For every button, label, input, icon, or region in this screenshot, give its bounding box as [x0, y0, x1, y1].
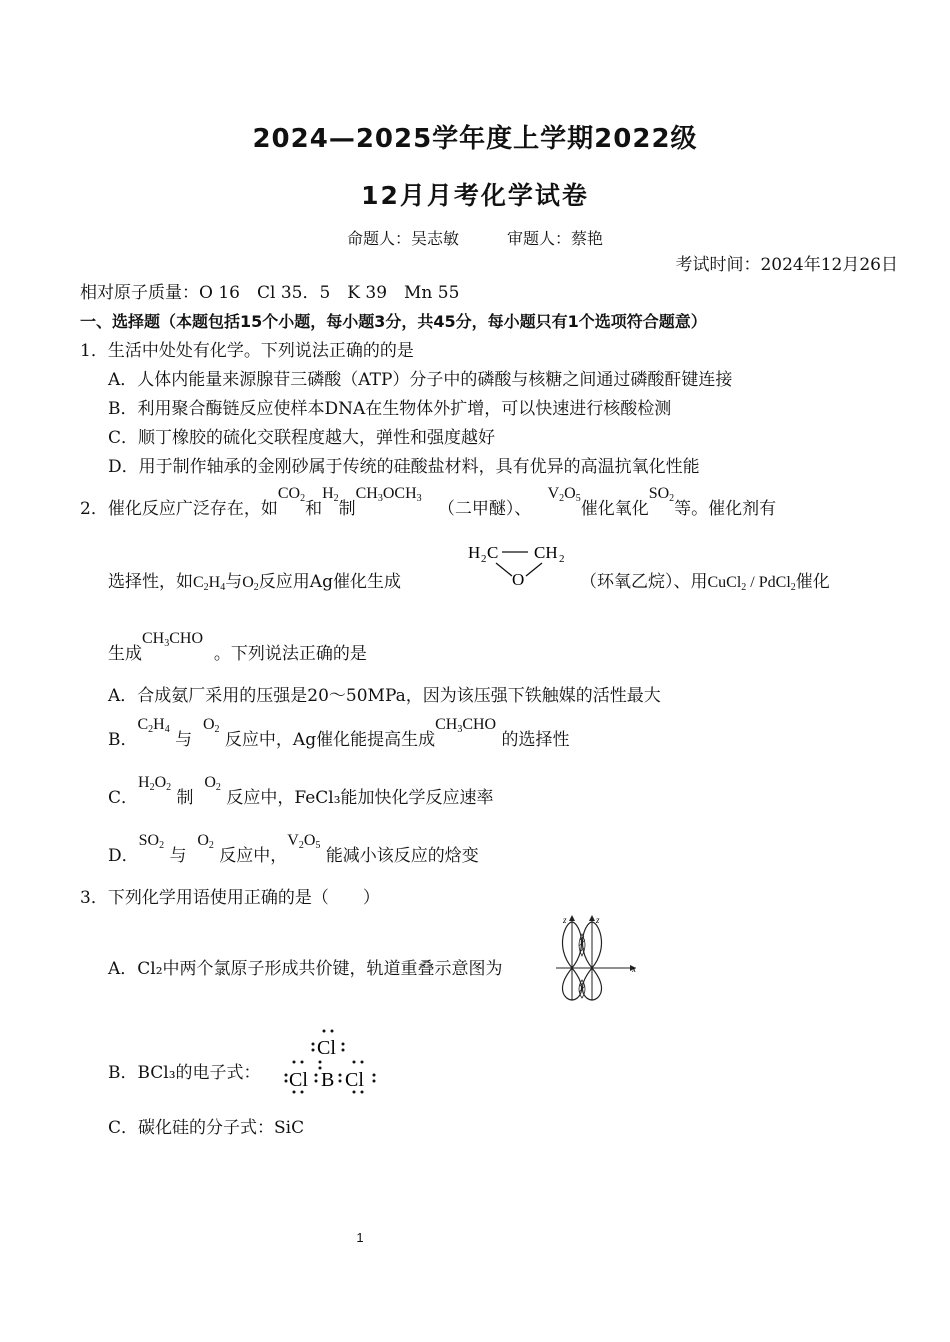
q2-option-b: B．$C_2H_4$ 与 $O_2$ 反应中，Ag催化能提高生成$CH_3CHO$ 的选择性 [108, 716, 570, 750]
author: 命题人：吴志敏 [346, 229, 459, 248]
formula-o2: $O_2$ [197, 832, 214, 851]
svg-text:Cl: Cl [289, 1069, 308, 1091]
svg-text:Cl: Cl [345, 1069, 364, 1091]
formula-o2: $O_2$ [202, 716, 220, 735]
q3-stem: 3．下列化学用语使用正确的是（ ） [80, 888, 380, 908]
q2-stem-line2b: （环氧乙烷）、用CuCl$_2$ / PdCl$_2$催化 [580, 572, 830, 593]
svg-text:H: H [468, 543, 481, 562]
formula-ch3cho: $CH_3CHO$ [435, 716, 497, 735]
svg-text:z: z [596, 915, 600, 925]
svg-text:C: C [487, 543, 499, 562]
formula-co2: $CO_2$ [277, 485, 306, 504]
svg-text:2: 2 [481, 553, 487, 565]
formula-h2: $H_2$ [322, 485, 339, 504]
formula-cucl2-pdcl2: CuCl$_2$ / PdCl$_2$ [707, 574, 796, 593]
formula-v2o5: $V_2O_5$ [547, 485, 581, 504]
svg-text:O: O [512, 570, 525, 589]
q1-option-b: B．利用聚合酶链反应使样本DNA在生物体外扩增，可以快速进行核酸检测 [108, 399, 672, 419]
reviewer: 审题人：蔡艳 [507, 229, 604, 248]
exam-title-line1: 2024—2025学年度上学期2022级 [252, 124, 698, 154]
q3-option-b: B．BCl₃的电子式： [108, 1063, 261, 1083]
exam-title-line2: 12月月考化学试卷 [361, 181, 589, 210]
svg-text:CH: CH [534, 543, 558, 562]
formula-h2o2: $H_2O_2$ [138, 774, 172, 793]
q1-stem: 1．生活中处处有化学。下列说法正确的的是 [80, 341, 414, 361]
atomic-masses: 相对原子质量：O 16 Cl 35．5 K 39 Mn 55 [80, 283, 460, 303]
orbital-overlap-diagram [552, 912, 642, 1002]
formula-c2h4: $C_2H_4$ [137, 716, 170, 735]
formula-o2: $O_2$ [204, 774, 221, 793]
formula-so2: $SO_2$ [648, 485, 675, 504]
svg-text:B: B [321, 1069, 335, 1091]
q2-stem-line1: 2．催化反应广泛存在，如$CO_2$和$H_2$制$CH_3OCH_3$ （二甲醚）、 $V_2O_5$催化氧化$SO_2$等。催化剂有 [80, 485, 777, 519]
q2-option-a: A．合成氨厂采用的压强是20～50MPa，因为该压强下铁触媒的活性最大 [108, 686, 661, 706]
formula-o2: $O_2$ [242, 574, 259, 593]
formula-c2h4: $C_2H_4$ [193, 574, 226, 593]
formula-so2: $SO_2$ [138, 832, 165, 851]
formula-ch3cho: $CH_3CHO$ [142, 630, 204, 649]
q3-option-c: C．碳化硅的分子式：SiC [108, 1118, 305, 1138]
page-number: 1 [356, 1230, 364, 1245]
q1-option-c: C．顺丁橡胶的硫化交联程度越大，弹性和强度越好 [108, 428, 496, 448]
exam-date: 考试时间：2024年12月26日 [675, 255, 898, 275]
q2-option-c: C．$H_2O_2$ 制 $O_2$ 反应中，FeCl₃能加快化学反应速率 [108, 774, 494, 808]
ethylene-oxide-structure [462, 536, 580, 594]
authors-line [0, 226, 950, 249]
svg-text:Cl: Cl [317, 1037, 336, 1059]
svg-text:x: x [632, 964, 636, 974]
svg-text:z: z [563, 915, 567, 925]
formula-v2o5: $V_2O_5$ [287, 832, 321, 851]
bcl3-electron-dot-structure [280, 1024, 386, 1096]
q1-option-d: D．用于制作轴承的金刚砂属于传统的硅酸盐材料，具有优异的高温抗氧化性能 [108, 457, 700, 477]
section-heading: 一、选择题（本题包括15个小题，每小题3分，共45分，每小题只有1个选项符合题意） [80, 312, 707, 331]
q2-stem-line2a: 选择性，如$C_2H_4$与$O_2$反应用Ag催化生成 [108, 572, 401, 593]
svg-text:2: 2 [559, 553, 565, 565]
q3-option-a: A．Cl₂中两个氯原子形成共价键，轨道重叠示意图为 [108, 959, 503, 979]
q2-option-d: D．$SO_2$ 与 $O_2$ 反应中，$V_2O_5$ 能减小该反应的焓变 [108, 832, 479, 866]
q1-option-a: A．人体内能量来源腺苷三磷酸（ATP）分子中的磷酸与核糖之间通过磷酸酐键连接 [108, 370, 733, 390]
q2-stem-line3: 生成$CH_3CHO$ 。下列说法正确的是 [108, 630, 367, 664]
formula-ch3och3: $CH_3OCH_3$ [355, 485, 422, 504]
